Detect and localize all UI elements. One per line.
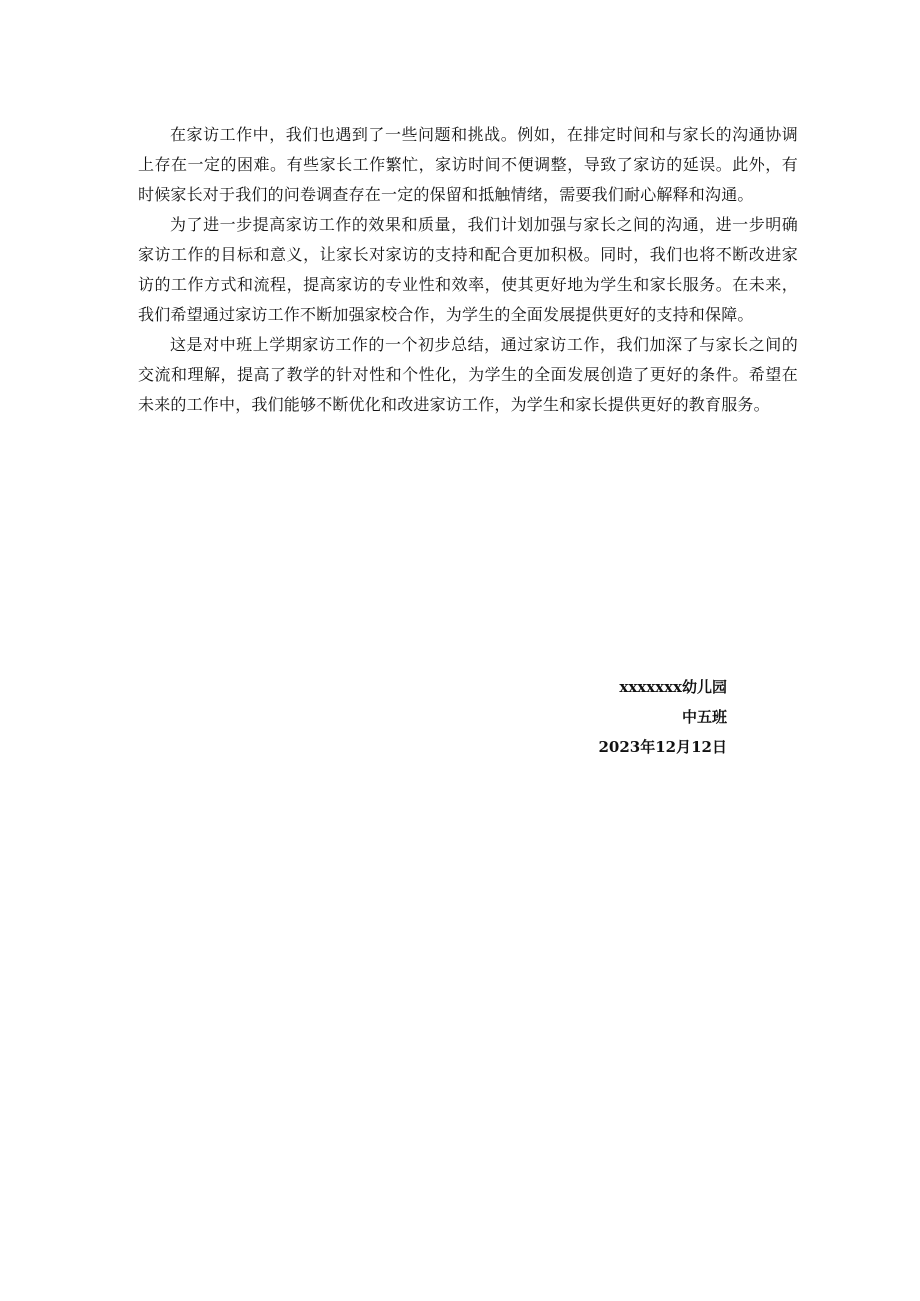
signature-block — [599, 672, 728, 762]
document-body — [138, 120, 798, 420]
paragraph-challenges: 在家访工作中，我们也遇到了一些问题和挑战。例如，在排定时间和与家长的沟通协调上存在一定的困难。有些家长工作繁忙，家访时间不便调整，导致了家访的延误。此外，有时候家长对于我们的问卷调查存在一定的保留和抵触情绪，需要我们耐心解释和沟通。 — [138, 125, 798, 204]
paragraph-improvement-plan: 为了进一步提高家访工作的效果和质量，我们计划加强与家长之间的沟通，进一步明确家访工作的目标和意义，让家长对家访的支持和配合更加积极。同时，我们也将不断改进家访的工作方式和流程，提高家访的专业性和效率，使其更好地为学生和家长服务。在未来，我们希望通过家访工作不断加强家校合作，为学生的全面发展提供更好的支持和保障。 — [138, 215, 798, 324]
signature-organization: xxxxxxx幼儿园 — [619, 678, 727, 696]
signature-date: 2023年12月12日 — [598, 738, 727, 756]
paragraph-summary: 这是对中班上学期家访工作的一个初步总结，通过家访工作，我们加深了与家长之间的交流和理解，提高了教学的针对性和个性化，为学生的全面发展创造了更好的条件。希望在未来的工作中，我们能够不断优化和改进家访工作，为学生和家长提供更好的教育服务。 — [138, 335, 798, 414]
signature-class-name: 中五班 — [681, 708, 727, 726]
